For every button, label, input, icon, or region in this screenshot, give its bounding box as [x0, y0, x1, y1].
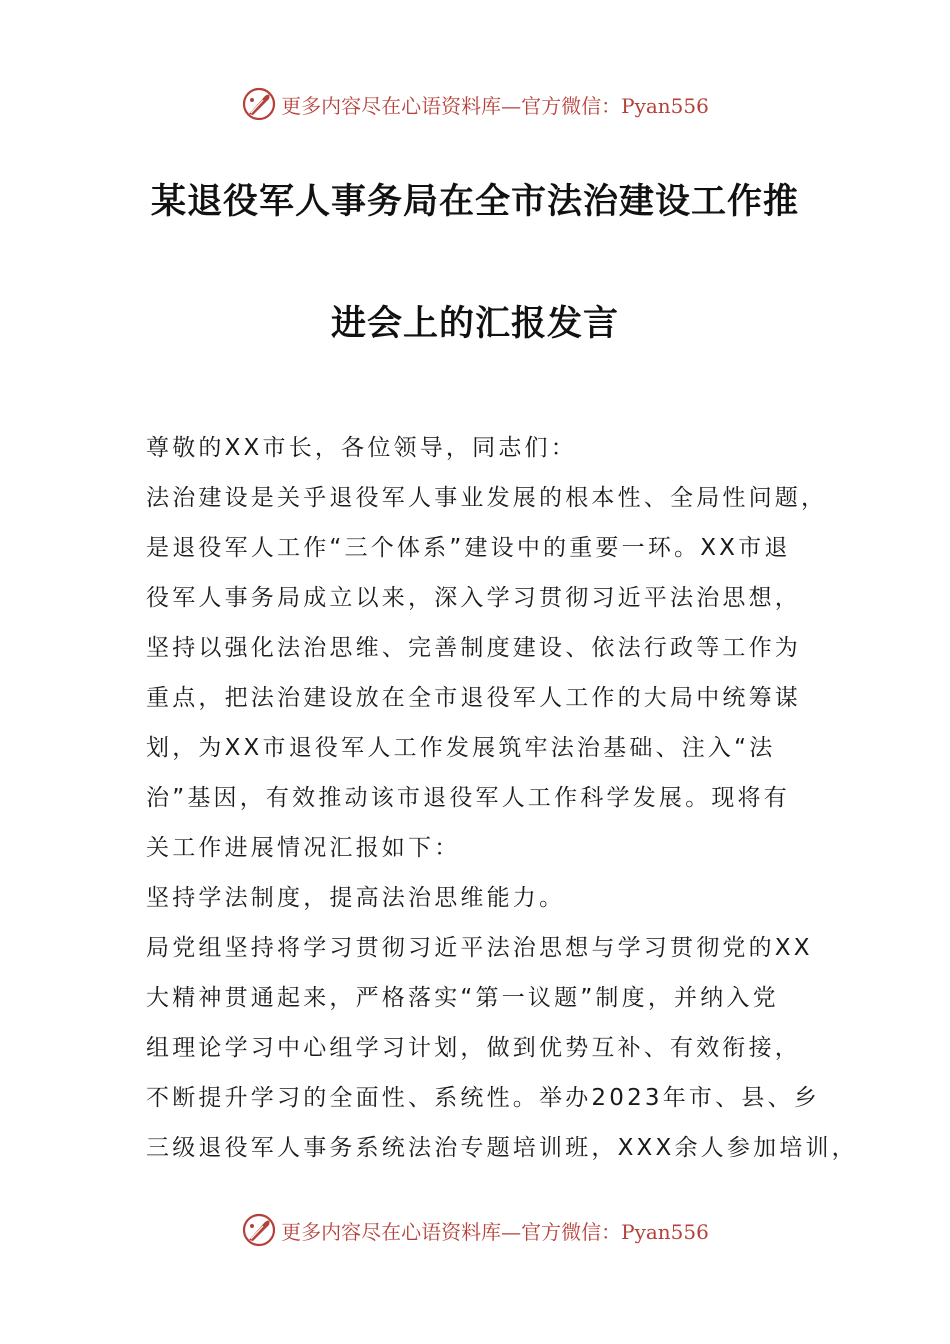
body-line: 尊敬的XX市长，各位领导，同志们： [146, 435, 577, 461]
watermark-brand: 更多内容尽在心语资料库 [281, 93, 502, 118]
body-line: 划，为XX市退役军人工作发展筑牢法治基础、注入“法 [146, 735, 776, 761]
document-title-line-2: 进会上的汇报发言 [330, 303, 619, 344]
watermark-banner-bottom [0, 1210, 950, 1250]
body-line: 治”基因，有效推动该市退役军人工作科学发展。现将有 [146, 785, 790, 811]
watermark-wechat-id: Pyan556 [621, 1219, 709, 1244]
watermark-text [281, 1216, 709, 1245]
body-line: 重点，把法治建设放在全市退役军人工作的大局中统筹谋 [146, 685, 801, 711]
quill-logo-icon [241, 86, 277, 122]
body-line: 三级退役军人事务系统法治专题培训班，XXX余人参加培训， [146, 1135, 858, 1161]
watermark-wechat-label: 官方微信： [521, 93, 622, 118]
document-body [146, 423, 858, 1173]
watermark-brand: 更多内容尽在心语资料库 [281, 1219, 502, 1244]
watermark-text [281, 90, 709, 119]
watermark-wechat-label: 官方微信： [521, 1219, 622, 1244]
body-line: 是退役军人工作“三个体系”建设中的重要一环。XX市退 [146, 535, 791, 561]
body-line: 坚持以强化法治思维、完善制度建设、依法行政等工作为 [146, 635, 801, 661]
body-line: 法治建设是关乎退役军人事业发展的根本性、全局性问题， [146, 485, 828, 511]
watermark-wechat-id: Pyan556 [621, 93, 709, 118]
body-line: 不断提升学习的全面性、系统性。举办2023年市、县、乡 [146, 1085, 820, 1111]
section-heading: 坚持学法制度，提高法治思维能力。 [146, 885, 566, 911]
body-line: 组理论学习中心组学习计划，做到优势互补、有效衔接， [146, 1035, 801, 1061]
watermark-banner-top [0, 84, 950, 124]
body-line: 大精神贯通起来，严格落实“第一议题”制度，并纳入党 [146, 985, 779, 1011]
quill-logo-icon [241, 1212, 277, 1248]
body-line: 役军人事务局成立以来，深入学习贯彻习近平法治思想， [146, 585, 801, 611]
watermark-separator: — [501, 1219, 522, 1244]
body-line: 关工作进展情况汇报如下： [146, 835, 461, 861]
body-line: 局党组坚持将学习贯彻习近平法治思想与学习贯彻党的XX [146, 935, 813, 961]
document-title-line-1: 某退役军人事务局在全市法治建设工作推 [150, 181, 799, 222]
watermark-separator: — [501, 93, 522, 118]
